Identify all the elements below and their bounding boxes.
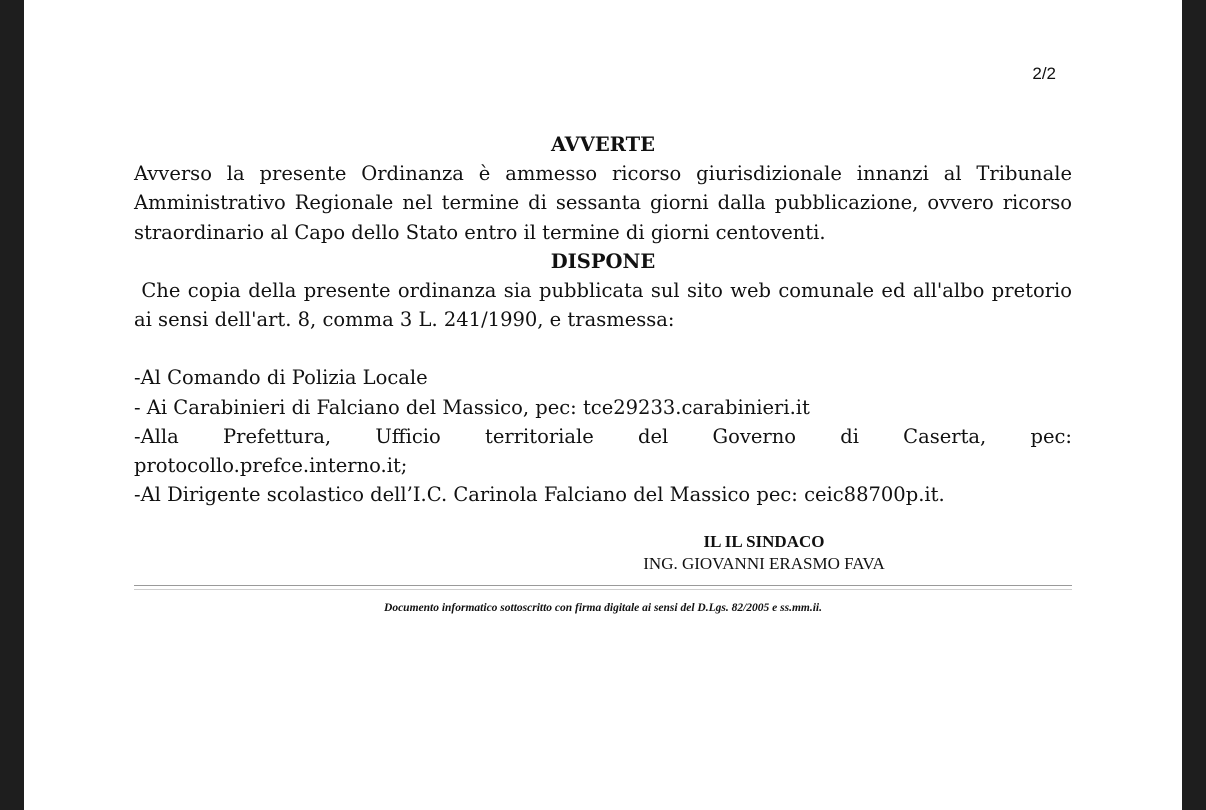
avverte-paragraph: Avverso la presente Ordinanza è ammesso ricorso giurisdizionale innanzi al Tribunale Amministrativo Regionale nel termine di sessanta giorni dalla pubblicazione, ovvero ricorso straordinario al Capo dello Stato entro il termine di giorni centoventi. [134, 162, 1072, 244]
digital-signature-note: Documento informatico sottoscritto con firma digitale ai sensi del D.Lgs. 82/2005 e ss.mm.ii. [384, 602, 822, 614]
recipient-item-continuation: protocollo.prefce.interno.it; [134, 454, 408, 478]
document-body [134, 130, 1079, 509]
recipient-item: -Alla Prefettura, Ufficio territoriale del Governo di Caserta, pec: [134, 424, 1072, 448]
signature-title: IL IL SINDACO [703, 532, 825, 551]
dispone-heading: DISPONE [550, 249, 656, 273]
signature-name: ING. GIOVANNI ERASMO FAVA [643, 554, 885, 573]
document-page [24, 0, 1182, 810]
recipient-item: -Al Dirigente scolastico dell’I.C. Carinola Falciano del Massico pec: ceic88700p.it. [134, 483, 945, 507]
recipient-item: - Ai Carabinieri di Falciano del Massico, pec: tce29233.carabinieri.it [134, 395, 810, 419]
page-number: 2/2 [1032, 64, 1056, 83]
recipient-item: -Al Comando di Polizia Locale [134, 366, 428, 390]
avverte-heading: AVVERTE [550, 133, 656, 156]
footer-divider [134, 585, 1072, 590]
dispone-paragraph: Che copia della presente ordinanza sia pubblicata sul sito web comunale ed all'albo pretorio ai sensi dell'art. 8, comma 3 L. 241/1990, e trasmessa: [134, 279, 1079, 332]
blank-line [134, 334, 1072, 363]
